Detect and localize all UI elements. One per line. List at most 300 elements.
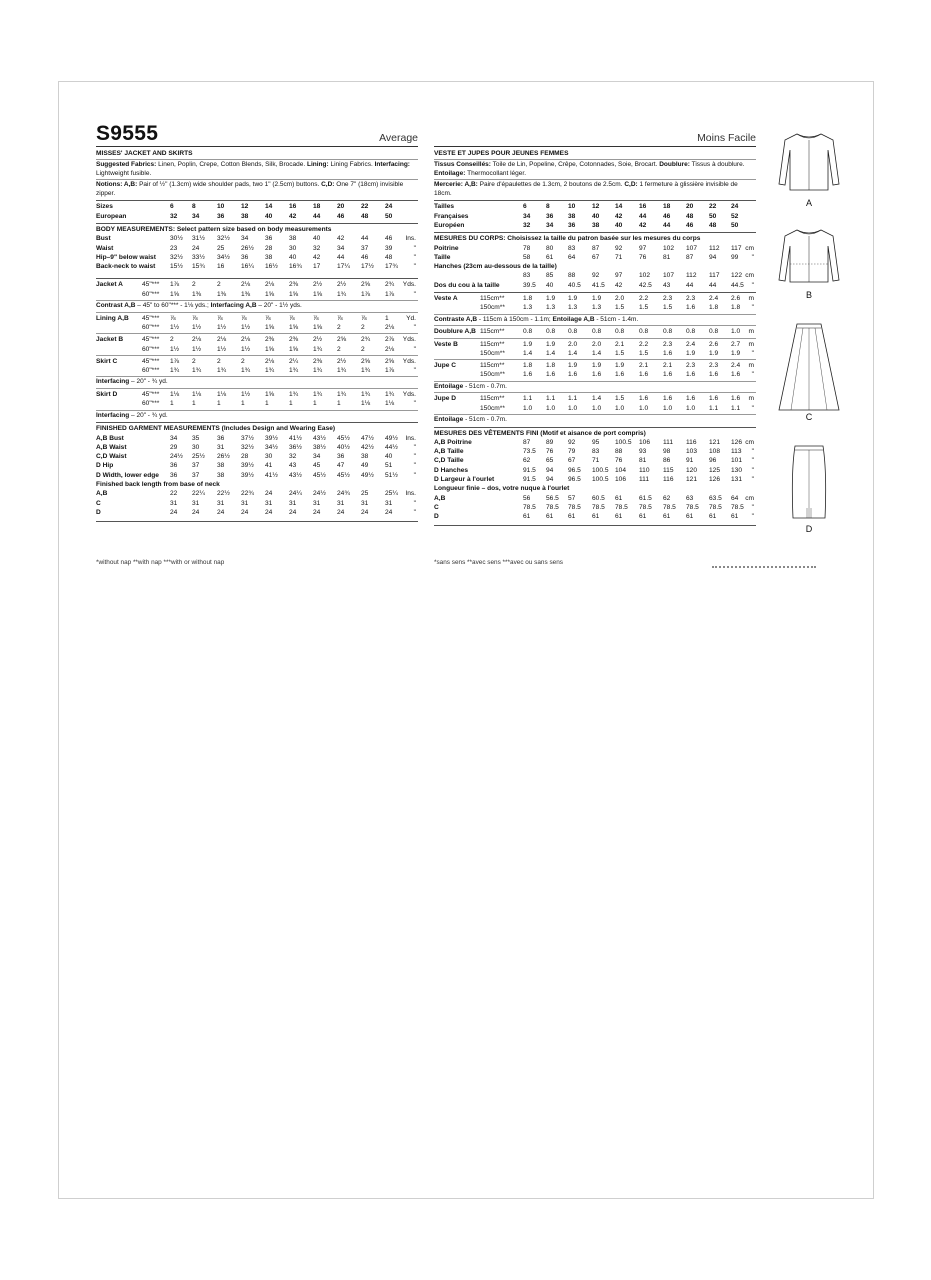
value-cell: 2⅛ [241, 281, 251, 289]
value-cell: 30 [192, 443, 200, 451]
value-cell: 94 [709, 253, 717, 261]
value-cell: 31 [337, 499, 345, 507]
value-cell: 24 [313, 508, 321, 516]
value-cell: 24 [385, 203, 393, 211]
bold-lead: Entoilage A,B [552, 315, 595, 323]
value-cell: 1.3 [592, 304, 602, 312]
value-cell: 24½ [313, 490, 326, 498]
header-en [96, 122, 418, 147]
value-cell: 12 [241, 203, 249, 211]
chart-en [96, 202, 418, 517]
value-cell: 17¾ [385, 263, 398, 271]
value-cell: 1⅛ [170, 391, 180, 399]
value-cell: 36 [241, 253, 249, 261]
value-cell: 37 [361, 244, 369, 252]
value-cell: 1.0 [546, 404, 556, 412]
text-run: 1 fermeture à glissière invisible de 18cm. [434, 181, 738, 197]
fabric-width: 150cm** [480, 404, 505, 412]
row-label: C [434, 503, 439, 511]
value-cell: 29 [170, 443, 178, 451]
value-cell: 25 [217, 244, 225, 252]
value-cell: 2 [337, 323, 341, 331]
value-cell: 49½ [361, 471, 374, 479]
section-heading: Hanches (23cm au-dessous de la taille) [434, 263, 557, 271]
value-cell: 61 [523, 513, 531, 521]
value-cell: 2⅛ [265, 357, 275, 365]
value-cell: 1½ [217, 323, 227, 331]
unit-label: " [413, 263, 416, 271]
unit-label: " [751, 513, 754, 521]
value-cell: 2.3 [663, 295, 673, 303]
value-cell: 1¾ [313, 345, 323, 353]
text-run: Pair of ½" (1.3cm) wide shoulder pads, two 1" (2.5cm) buttons. [137, 181, 322, 189]
value-cell: 2 [192, 281, 196, 289]
value-cell: 40 [546, 281, 554, 289]
unit-label: Ins. [405, 490, 416, 498]
value-cell: 44 [686, 281, 694, 289]
measurement-row [434, 361, 756, 370]
value-cell: 1.6 [686, 371, 696, 379]
value-cell: 49½ [385, 434, 398, 442]
unit-label: " [413, 345, 416, 353]
value-cell: 64 [731, 494, 739, 502]
rule [434, 359, 756, 360]
value-cell: 40 [265, 212, 273, 220]
view-d-label: D [805, 524, 813, 534]
value-cell: 0.8 [568, 328, 578, 336]
view-a-label: A [805, 198, 812, 208]
value-cell: 25¼ [385, 490, 398, 498]
value-cell: 2¼ [289, 357, 299, 365]
value-cell: 2.2 [639, 340, 649, 348]
value-cell: 1 [385, 314, 389, 322]
value-cell: 34½ [265, 443, 278, 451]
value-cell: 1.8 [709, 304, 719, 312]
value-cell: 6 [170, 203, 174, 211]
value-cell: 2.0 [568, 340, 578, 348]
value-cell: 108 [709, 448, 721, 456]
unit-label: m [748, 395, 754, 403]
value-cell: 1.6 [686, 395, 696, 403]
unit-label: " [413, 253, 416, 261]
value-cell: 63 [686, 494, 694, 502]
value-cell: 61 [568, 513, 576, 521]
value-cell: 2.2 [639, 295, 649, 303]
rule [96, 223, 418, 224]
value-cell: 24 [731, 203, 739, 211]
value-cell: 92 [615, 244, 623, 252]
value-cell: 25 [361, 490, 369, 498]
measurement-row [96, 461, 418, 470]
value-cell: 38½ [313, 443, 326, 451]
value-cell: 2 [217, 357, 221, 365]
value-cell: 94 [546, 466, 554, 474]
value-cell: 100.5 [615, 438, 632, 446]
measurement-row [434, 294, 756, 303]
value-cell: 1.5 [615, 349, 625, 357]
fabric-width: 45"*** [142, 357, 160, 365]
value-cell: 38 [361, 453, 369, 461]
value-cell: 1¾ [265, 367, 275, 375]
rule [434, 314, 756, 315]
value-cell: 111 [663, 438, 674, 446]
value-cell: 2⅜ [289, 336, 299, 344]
value-cell: 1.9 [686, 349, 696, 357]
value-cell: 106 [639, 438, 651, 446]
value-cell: 1.6 [639, 395, 649, 403]
unit-label: " [751, 281, 754, 289]
value-cell: 125 [709, 466, 721, 474]
value-cell: 44 [313, 212, 321, 220]
row-label: A,B Waist [96, 443, 127, 451]
unit-label: " [413, 453, 416, 461]
value-cell: 2.1 [639, 362, 649, 370]
value-cell: 43½ [313, 434, 326, 442]
measurement-row [96, 452, 418, 461]
row-label: D [96, 508, 101, 516]
value-cell: 2.0 [592, 340, 602, 348]
row-label: Bust [96, 235, 111, 243]
unit-label: cm [745, 438, 754, 446]
value-cell: 36 [546, 212, 554, 220]
value-cell: 26½ [241, 244, 254, 252]
value-cell: 38 [217, 462, 225, 470]
value-cell: 1⅝ [313, 290, 323, 298]
view-b-drawing [773, 224, 845, 300]
bold-lead: Entoilage [434, 382, 464, 390]
notions-fr [434, 181, 756, 198]
value-cell: 1½ [170, 323, 180, 331]
value-cell: 106 [615, 475, 627, 483]
row-label: Tailles [434, 203, 455, 211]
value-cell: 87 [592, 244, 600, 252]
value-cell: 1 [170, 400, 174, 408]
value-cell: 31 [265, 499, 273, 507]
value-cell: 1⅝ [170, 290, 180, 298]
bold-lead: Interfacing [96, 411, 130, 419]
value-cell: 45½ [337, 471, 350, 479]
value-cell: 78.5 [686, 503, 699, 511]
rule [96, 376, 418, 377]
value-cell: 46 [663, 212, 671, 220]
value-cell: 2 [241, 357, 245, 365]
measurement-row [96, 314, 418, 323]
value-cell: 96.5 [568, 466, 581, 474]
value-cell: 24 [241, 508, 249, 516]
unit-label: m [748, 362, 754, 370]
value-cell: 16½ [265, 263, 278, 271]
value-cell: 1.4 [546, 349, 556, 357]
value-cell: 1.1 [523, 395, 533, 403]
value-cell: 31 [170, 499, 178, 507]
value-cell: 62 [663, 494, 671, 502]
value-cell: 15½ [170, 263, 183, 271]
chart-fr [434, 202, 756, 521]
measurement-row [96, 434, 418, 443]
value-cell: 52 [731, 212, 739, 220]
value-cell: 1⅝ [265, 323, 275, 331]
value-cell: 41.5 [592, 281, 605, 289]
value-cell: 1.5 [615, 304, 625, 312]
row-label: Dos du cou à la taille [434, 281, 500, 289]
fabrics-en [96, 161, 418, 178]
row-label: Back-neck to waist [96, 263, 156, 271]
title-fr: VESTE ET JUPES POUR JEUNES FEMMES [434, 150, 569, 157]
value-cell: 115 [663, 466, 674, 474]
value-cell: 61.5 [639, 494, 652, 502]
value-cell: 61 [615, 513, 623, 521]
rule [96, 312, 418, 313]
row-label: A,B Taille [434, 448, 464, 456]
value-cell: 28 [241, 453, 249, 461]
value-cell: 46 [361, 253, 369, 261]
value-cell: 40 [615, 221, 623, 229]
row-label: C,D Waist [96, 453, 127, 461]
row-label: European [96, 212, 127, 220]
value-cell: 30 [289, 244, 297, 252]
value-cell: 30½ [170, 235, 183, 243]
value-cell: 30 [265, 453, 273, 461]
value-cell: 61 [615, 494, 623, 502]
text-run: – 20" - ¾ yd. [129, 411, 168, 419]
value-cell: 1½ [241, 391, 251, 399]
difficulty-fr: Moins Facile [697, 132, 756, 144]
value-cell: 45½ [313, 471, 326, 479]
size-row [434, 202, 756, 211]
value-cell: 89 [546, 438, 554, 446]
rule [96, 355, 418, 356]
value-cell: 1.6 [731, 371, 741, 379]
value-cell: 96.5 [568, 475, 581, 483]
value-cell: 86 [663, 457, 671, 465]
fabric-width: 45"*** [142, 391, 160, 399]
value-cell: 31 [192, 499, 200, 507]
section-heading: MESURES DU CORPS: Choisissez la taille du patron basée sur les mesures du corps [434, 235, 701, 243]
value-cell: 2½ [313, 336, 323, 344]
fabric-width: 115cm** [480, 362, 505, 370]
section-heading: Longueur finie – dos, votre nuque à l'ourlet [434, 485, 570, 493]
measurement-row [434, 494, 756, 503]
measurement-row [96, 499, 418, 508]
row-label: D Hip [96, 462, 114, 470]
value-cell: 1.9 [615, 362, 625, 370]
value-cell: 42 [615, 281, 623, 289]
value-cell: 2¾ [361, 336, 371, 344]
value-cell: 2.0 [615, 295, 625, 303]
value-cell: 100.5 [592, 475, 609, 483]
value-cell: 76 [546, 448, 554, 456]
value-cell: 1.3 [523, 304, 533, 312]
value-cell: 45½ [337, 434, 350, 442]
view-a-drawing [773, 128, 845, 208]
value-cell: 2⅞ [385, 336, 395, 344]
value-cell: 42 [337, 235, 345, 243]
value-cell: 91.5 [523, 475, 536, 483]
unit-label: " [413, 499, 416, 507]
value-cell: 126 [731, 438, 743, 446]
value-cell: 36 [217, 434, 225, 442]
value-cell: 10 [217, 203, 225, 211]
value-cell: 117 [709, 272, 720, 280]
measurement-row [434, 503, 756, 512]
unit-label: Yds. [402, 336, 416, 344]
size-row [434, 221, 756, 230]
pattern-number: S9555 [96, 122, 159, 145]
row-label: C,D Taille [434, 457, 464, 465]
value-cell: 1⅝ [313, 323, 323, 331]
value-cell: 1⅝ [289, 345, 299, 353]
value-cell: 1.4 [592, 349, 602, 357]
value-cell: 93 [639, 448, 647, 456]
value-cell: 36 [170, 471, 178, 479]
value-cell: 48 [385, 253, 393, 261]
fabric-width: 115cm** [480, 295, 505, 303]
measurement-row [434, 370, 756, 379]
unit-label: " [751, 404, 754, 412]
value-cell: 24 [337, 508, 345, 516]
value-cell: 31 [217, 499, 225, 507]
value-cell: 1⅞ [385, 367, 395, 375]
fabric-width: 115cm** [480, 328, 505, 336]
yardage-note [96, 412, 418, 421]
bold-lead: Suggested Fabrics: [96, 161, 157, 168]
value-cell: 34 [192, 212, 200, 220]
value-cell: 31 [217, 443, 225, 451]
value-cell: 40½ [337, 443, 350, 451]
value-cell: 24 [170, 508, 178, 516]
value-cell: 36 [568, 221, 576, 229]
yardage-note [96, 302, 418, 311]
value-cell: 1 [192, 400, 196, 408]
row-label: Veste A [434, 295, 458, 303]
value-cell: 83 [523, 272, 531, 280]
row-label: D Hanches [434, 466, 469, 474]
value-cell: 111 [639, 475, 650, 483]
value-cell: 36 [217, 212, 225, 220]
value-cell: 48 [709, 221, 717, 229]
value-cell: 36½ [289, 443, 302, 451]
value-cell: 40 [592, 212, 600, 220]
value-cell: 1.9 [709, 349, 719, 357]
text-run: One 7" (18cm) invisible zipper. [96, 181, 404, 197]
value-cell: 23 [170, 244, 178, 252]
value-cell: 78.5 [615, 503, 628, 511]
row-label: Sizes [96, 203, 113, 211]
value-cell: 31½ [192, 235, 205, 243]
value-cell: 1 [241, 400, 245, 408]
value-cell: ⅞ [337, 314, 343, 322]
value-cell: 44 [639, 212, 647, 220]
value-cell: 37½ [241, 434, 254, 442]
value-cell: 38 [265, 253, 273, 261]
value-cell: 71 [592, 457, 600, 465]
row-label: Françaises [434, 212, 469, 220]
measurement-row [434, 349, 756, 358]
value-cell: 122 [731, 272, 743, 280]
value-cell: 34 [313, 453, 321, 461]
value-cell: 2¾ [385, 281, 395, 289]
value-cell: 1¾ [385, 391, 395, 399]
measurement-row [96, 390, 418, 399]
unit-label: Yds. [402, 357, 416, 365]
rule [434, 381, 756, 382]
value-cell: 1⅛ [192, 391, 202, 399]
bold-lead: Interfacing: [374, 161, 410, 168]
value-cell: 20 [337, 203, 345, 211]
fine-print-mark [712, 566, 816, 571]
value-cell: 44 [337, 253, 345, 261]
value-cell: 38 [568, 212, 576, 220]
value-cell: 1.6 [709, 371, 719, 379]
text-run: - 51cm - 0.7m. [463, 382, 507, 390]
value-cell: 34 [241, 235, 249, 243]
value-cell: 1.9 [731, 349, 741, 357]
unit-label: Yds. [402, 281, 416, 289]
value-cell: 1.0 [686, 404, 696, 412]
size-row [96, 202, 418, 211]
bold-lead: Interfacing A,B [210, 302, 257, 310]
measurement-row [96, 323, 418, 332]
value-cell: 91.5 [523, 466, 536, 474]
value-cell: 32 [523, 221, 531, 229]
value-cell: 2⅜ [289, 281, 299, 289]
value-cell: 0.8 [546, 328, 556, 336]
row-label: Jupe D [434, 395, 456, 403]
value-cell: 1¾ [170, 367, 180, 375]
view-c-label: C [805, 412, 813, 422]
bold-lead: Notions: A,B: [96, 181, 138, 189]
value-cell: 26½ [217, 453, 230, 461]
bold-lead: C,D: [624, 181, 638, 189]
value-cell: 33½ [192, 253, 205, 261]
value-cell: 91 [686, 457, 694, 465]
value-cell: 1.8 [523, 362, 533, 370]
text-run: – 45" to 60"*** - 1⅛ yds.; [135, 302, 211, 310]
value-cell: 42 [313, 253, 321, 261]
bold-lead: Mercerie: A,B: [434, 181, 478, 189]
value-cell: 24 [192, 244, 200, 252]
unit-label: Ins. [405, 235, 416, 243]
value-cell: 34 [337, 244, 345, 252]
value-cell: 22¼ [192, 490, 205, 498]
value-cell: 78.5 [663, 503, 676, 511]
value-cell: 2⅜ [313, 357, 323, 365]
value-cell: 71 [615, 253, 623, 261]
fabric-width: 60"*** [142, 323, 160, 331]
value-cell: 2.4 [709, 295, 719, 303]
text-run: Lining Fabrics. [328, 161, 375, 168]
value-cell: 81 [663, 253, 671, 261]
value-cell: 40 [385, 453, 393, 461]
value-cell: 31 [241, 499, 249, 507]
rule [96, 422, 418, 423]
value-cell: 2⅛ [217, 336, 227, 344]
yardage-note [434, 316, 756, 325]
section-heading: MESURES DES VÊTEMENTS FINI (Motif et aisance de port compris) [434, 429, 646, 437]
value-cell: 24 [289, 508, 297, 516]
value-cell: 88 [568, 272, 576, 280]
value-cell: 1¾ [337, 391, 347, 399]
measurement-row [96, 290, 418, 299]
value-cell: 102 [663, 244, 675, 252]
value-cell: 24½ [170, 453, 183, 461]
unit-label: " [751, 503, 754, 511]
unit-label: " [751, 457, 754, 465]
value-cell: 107 [686, 244, 698, 252]
value-cell: 87 [523, 438, 531, 446]
value-cell: 16 [217, 263, 225, 271]
value-cell: 42 [615, 212, 623, 220]
